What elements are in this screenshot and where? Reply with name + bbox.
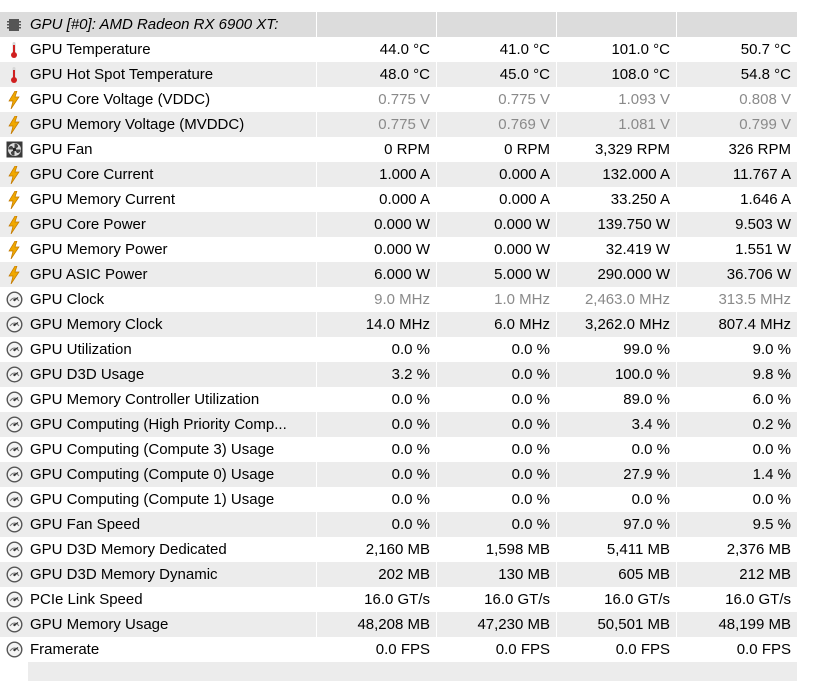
sensor-row[interactable] xyxy=(0,487,797,512)
min-value: 0.000 W xyxy=(437,237,557,262)
sensor-name-cell[interactable] xyxy=(0,587,317,612)
sensor-name-cell[interactable] xyxy=(0,212,317,237)
min-value: 0.0 % xyxy=(437,337,557,362)
min-value: 0.769 V xyxy=(437,112,557,137)
average-value: 50.7 °C xyxy=(740,41,791,58)
gauge-icon xyxy=(5,366,23,384)
sensor-label: GPU Computing (Compute 3) Usage xyxy=(30,441,275,458)
current-value: 0 RPM xyxy=(317,137,437,162)
sensor-name-cell[interactable] xyxy=(0,637,317,662)
current-value: 16.0 GT/s xyxy=(317,587,437,612)
sensor-row[interactable] xyxy=(0,112,797,137)
chip-icon xyxy=(5,16,23,34)
lightning-icon xyxy=(5,91,23,109)
current-value: 0.0 % xyxy=(317,487,437,512)
sensor-name-cell[interactable] xyxy=(0,612,317,637)
max-value: 1.093 V xyxy=(557,87,677,112)
sensor-name-cell[interactable] xyxy=(0,487,317,512)
sensor-label: GPU Memory Usage xyxy=(30,616,169,633)
current-value: 0.0 % xyxy=(317,512,437,537)
average-value: 16.0 GT/s xyxy=(725,591,791,608)
sensor-label: GPU Temperature xyxy=(30,41,151,58)
sensor-name-cell[interactable] xyxy=(0,262,317,287)
sensor-label: GPU Memory Clock xyxy=(30,316,163,333)
average-value: 0.0 % xyxy=(752,441,791,458)
average-value: 6.0 % xyxy=(752,391,791,408)
lightning-icon xyxy=(5,266,23,284)
current-value: 0.000 W xyxy=(317,212,437,237)
average-value: 9.8 % xyxy=(752,366,791,383)
current-value: 0.0 % xyxy=(317,437,437,462)
sensor-label: GPU Memory Voltage (MVDDC) xyxy=(30,116,245,133)
max-value: 3,329 RPM xyxy=(557,137,677,162)
sensor-row[interactable] xyxy=(0,162,797,187)
average-value: 1.551 W xyxy=(735,241,791,258)
max-value: 139.750 W xyxy=(557,212,677,237)
average-value: 36.706 W xyxy=(726,266,791,283)
sensor-name-cell[interactable] xyxy=(0,387,317,412)
sensor-row[interactable] xyxy=(0,237,797,262)
min-value: 45.0 °C xyxy=(437,62,557,87)
min-value: 41.0 °C xyxy=(437,37,557,62)
max-value: 101.0 °C xyxy=(557,37,677,62)
gauge-icon xyxy=(5,641,23,659)
sensor-row[interactable] xyxy=(0,362,797,387)
sensor-row[interactable] xyxy=(0,462,797,487)
sensor-name-cell[interactable] xyxy=(0,362,317,387)
sensor-row[interactable] xyxy=(0,537,797,562)
sensor-label: GPU Fan Speed xyxy=(30,516,141,533)
sensor-row[interactable] xyxy=(0,437,797,462)
current-value: 9.0 MHz xyxy=(317,287,437,312)
average-value: 807.4 MHz xyxy=(718,316,791,333)
sensor-name-cell[interactable] xyxy=(0,462,317,487)
average-value: 1.646 A xyxy=(740,191,791,208)
min-value: 0.0 FPS xyxy=(437,637,557,662)
sensor-name-cell[interactable] xyxy=(0,162,317,187)
group-header-title: GPU [#0]: AMD Radeon RX 6900 XT: xyxy=(30,16,279,33)
max-value: 0.0 FPS xyxy=(557,637,677,662)
current-value: 0.000 W xyxy=(317,237,437,262)
sensor-name-cell[interactable] xyxy=(0,137,317,162)
gauge-icon xyxy=(5,591,23,609)
sensor-row[interactable] xyxy=(0,137,797,162)
gauge-icon xyxy=(5,391,23,409)
min-value: 0.000 A xyxy=(437,162,557,187)
sensor-row[interactable] xyxy=(0,87,797,112)
lightning-icon xyxy=(5,166,23,184)
gauge-icon xyxy=(5,416,23,434)
current-value: 0.775 V xyxy=(317,87,437,112)
sensor-label: Framerate xyxy=(30,641,100,658)
min-value: 0.0 % xyxy=(437,412,557,437)
max-value: 27.9 % xyxy=(557,462,677,487)
max-value: 132.000 A xyxy=(557,162,677,187)
min-value: 130 MB xyxy=(437,562,557,587)
current-value: 0.0 FPS xyxy=(317,637,437,662)
min-value: 47,230 MB xyxy=(437,612,557,637)
sensor-row[interactable] xyxy=(0,62,797,87)
thermometer-icon xyxy=(5,41,23,59)
gauge-icon xyxy=(5,541,23,559)
sensor-label: PCIe Link Speed xyxy=(30,591,143,608)
bottom-strip xyxy=(28,662,797,681)
sensor-label: GPU Memory Controller Utilization xyxy=(30,391,260,408)
gauge-icon xyxy=(5,291,23,309)
current-value: 0.0 % xyxy=(317,412,437,437)
max-value: 32.419 W xyxy=(557,237,677,262)
sensor-label: GPU ASIC Power xyxy=(30,266,148,283)
min-value: 0 RPM xyxy=(437,137,557,162)
sensor-name-cell[interactable] xyxy=(0,337,317,362)
sensor-name-cell[interactable] xyxy=(0,87,317,112)
max-value: 100.0 % xyxy=(557,362,677,387)
sensor-label: GPU Core Current xyxy=(30,166,154,183)
sensor-row[interactable] xyxy=(0,37,797,62)
sensor-label: GPU Utilization xyxy=(30,341,132,358)
max-value: 108.0 °C xyxy=(557,62,677,87)
sensor-label: GPU Fan xyxy=(30,141,93,158)
max-value: 97.0 % xyxy=(557,512,677,537)
gauge-icon xyxy=(5,491,23,509)
sensor-row[interactable] xyxy=(0,612,797,637)
lightning-icon xyxy=(5,191,23,209)
sensor-label: GPU Computing (Compute 0) Usage xyxy=(30,466,275,483)
gauge-icon xyxy=(5,566,23,584)
average-value: 9.0 % xyxy=(752,341,791,358)
max-value: 0.0 % xyxy=(557,437,677,462)
average-value: 0.0 % xyxy=(752,491,791,508)
average-value: 54.8 °C xyxy=(740,66,791,83)
sensor-row[interactable] xyxy=(0,312,797,337)
average-value: 0.808 V xyxy=(739,91,791,108)
max-value: 2,463.0 MHz xyxy=(557,287,677,312)
lightning-icon xyxy=(5,241,23,259)
average-value: 0.799 V xyxy=(739,116,791,133)
gauge-icon xyxy=(5,316,23,334)
sensor-row[interactable] xyxy=(0,412,797,437)
sensor-row[interactable] xyxy=(0,187,797,212)
sensor-row[interactable] xyxy=(0,512,797,537)
sensor-row[interactable] xyxy=(0,212,797,237)
sensor-label: GPU Memory Current xyxy=(30,191,176,208)
max-value: 89.0 % xyxy=(557,387,677,412)
sensor-label: GPU Memory Power xyxy=(30,241,168,258)
average-value: 212 MB xyxy=(739,566,791,583)
max-value: 605 MB xyxy=(557,562,677,587)
sensor-name-cell[interactable] xyxy=(0,287,317,312)
gauge-icon xyxy=(5,616,23,634)
sensor-label: GPU D3D Usage xyxy=(30,366,145,383)
average-value: 0.0 FPS xyxy=(736,641,791,658)
sensor-label: GPU D3D Memory Dynamic xyxy=(30,566,218,583)
max-value: 33.250 A xyxy=(557,187,677,212)
max-value: 3,262.0 MHz xyxy=(557,312,677,337)
min-value: 0.0 % xyxy=(437,512,557,537)
average-value: 11.767 A xyxy=(732,166,791,183)
sensor-name-cell[interactable] xyxy=(0,437,317,462)
min-value: 0.0 % xyxy=(437,462,557,487)
max-value: 5,411 MB xyxy=(557,537,677,562)
min-value: 16.0 GT/s xyxy=(437,587,557,612)
average-value: 0.2 % xyxy=(752,416,791,433)
current-value: 44.0 °C xyxy=(317,37,437,62)
sensor-name-cell[interactable] xyxy=(0,512,317,537)
sensor-name-cell[interactable] xyxy=(0,312,317,337)
sensor-name-cell[interactable] xyxy=(0,412,317,437)
current-value: 48.0 °C xyxy=(317,62,437,87)
sensor-row[interactable] xyxy=(0,587,797,612)
sensor-label: GPU Hot Spot Temperature xyxy=(30,66,214,83)
average-value: 313.5 MHz xyxy=(718,291,791,308)
sensor-row[interactable] xyxy=(0,287,797,312)
fan-icon xyxy=(5,141,23,159)
current-value: 2,160 MB xyxy=(317,537,437,562)
current-value: 6.000 W xyxy=(317,262,437,287)
current-value: 1.000 A xyxy=(317,162,437,187)
average-value: 48,199 MB xyxy=(718,616,791,633)
sensor-name-cell[interactable] xyxy=(0,112,317,137)
thermometer-icon xyxy=(5,66,23,84)
current-value: 0.0 % xyxy=(317,387,437,412)
sensor-name-cell[interactable] xyxy=(0,562,317,587)
sensor-row[interactable] xyxy=(0,637,797,662)
sensor-row[interactable] xyxy=(0,337,797,362)
max-value: 50,501 MB xyxy=(557,612,677,637)
group-header[interactable] xyxy=(0,12,797,37)
max-value: 3.4 % xyxy=(557,412,677,437)
sensor-label: GPU Clock xyxy=(30,291,105,308)
min-value: 1.0 MHz xyxy=(437,287,557,312)
current-value: 0.000 A xyxy=(317,187,437,212)
sensor-label: GPU Computing (High Priority Comp... xyxy=(30,416,287,433)
gauge-icon xyxy=(5,466,23,484)
sensor-name-cell[interactable] xyxy=(0,37,317,62)
sensor-label: GPU Core Power xyxy=(30,216,146,233)
sensor-row[interactable] xyxy=(0,562,797,587)
gauge-icon xyxy=(5,341,23,359)
gauge-icon xyxy=(5,516,23,534)
min-value: 1,598 MB xyxy=(437,537,557,562)
sensor-name-cell[interactable] xyxy=(0,537,317,562)
min-value: 0.0 % xyxy=(437,437,557,462)
average-value: 326 RPM xyxy=(728,141,791,158)
current-value: 48,208 MB xyxy=(317,612,437,637)
min-value: 0.0 % xyxy=(437,362,557,387)
max-value: 99.0 % xyxy=(557,337,677,362)
max-value: 16.0 GT/s xyxy=(557,587,677,612)
group-header-name[interactable] xyxy=(0,12,317,37)
current-value: 0.0 % xyxy=(317,337,437,362)
average-value: 9.5 % xyxy=(752,516,791,533)
lightning-icon xyxy=(5,116,23,134)
lightning-icon xyxy=(5,216,23,234)
max-value: 0.0 % xyxy=(557,487,677,512)
sensor-row[interactable] xyxy=(0,387,797,412)
min-value: 6.0 MHz xyxy=(437,312,557,337)
min-value: 0.000 A xyxy=(437,187,557,212)
sensor-name-cell[interactable] xyxy=(0,62,317,87)
max-value: 1.081 V xyxy=(557,112,677,137)
average-value: 9.503 W xyxy=(735,216,791,233)
sensor-row[interactable] xyxy=(0,262,797,287)
current-value: 0.775 V xyxy=(317,112,437,137)
min-value: 5.000 W xyxy=(437,262,557,287)
current-value: 202 MB xyxy=(317,562,437,587)
max-value: 290.000 W xyxy=(557,262,677,287)
sensor-table xyxy=(0,12,797,662)
sensor-name-cell[interactable] xyxy=(0,187,317,212)
sensor-name-cell[interactable] xyxy=(0,237,317,262)
min-value: 0.0 % xyxy=(437,387,557,412)
min-value: 0.000 W xyxy=(437,212,557,237)
sensor-label: GPU D3D Memory Dedicated xyxy=(30,541,227,558)
sensor-label: GPU Computing (Compute 1) Usage xyxy=(30,491,275,508)
current-value: 3.2 % xyxy=(317,362,437,387)
average-value: 1.4 % xyxy=(752,466,791,483)
gauge-icon xyxy=(5,441,23,459)
average-value: 2,376 MB xyxy=(726,541,791,558)
current-value: 0.0 % xyxy=(317,462,437,487)
current-value: 14.0 MHz xyxy=(317,312,437,337)
sensor-label: GPU Core Voltage (VDDC) xyxy=(30,91,211,108)
min-value: 0.0 % xyxy=(437,487,557,512)
min-value: 0.775 V xyxy=(437,87,557,112)
